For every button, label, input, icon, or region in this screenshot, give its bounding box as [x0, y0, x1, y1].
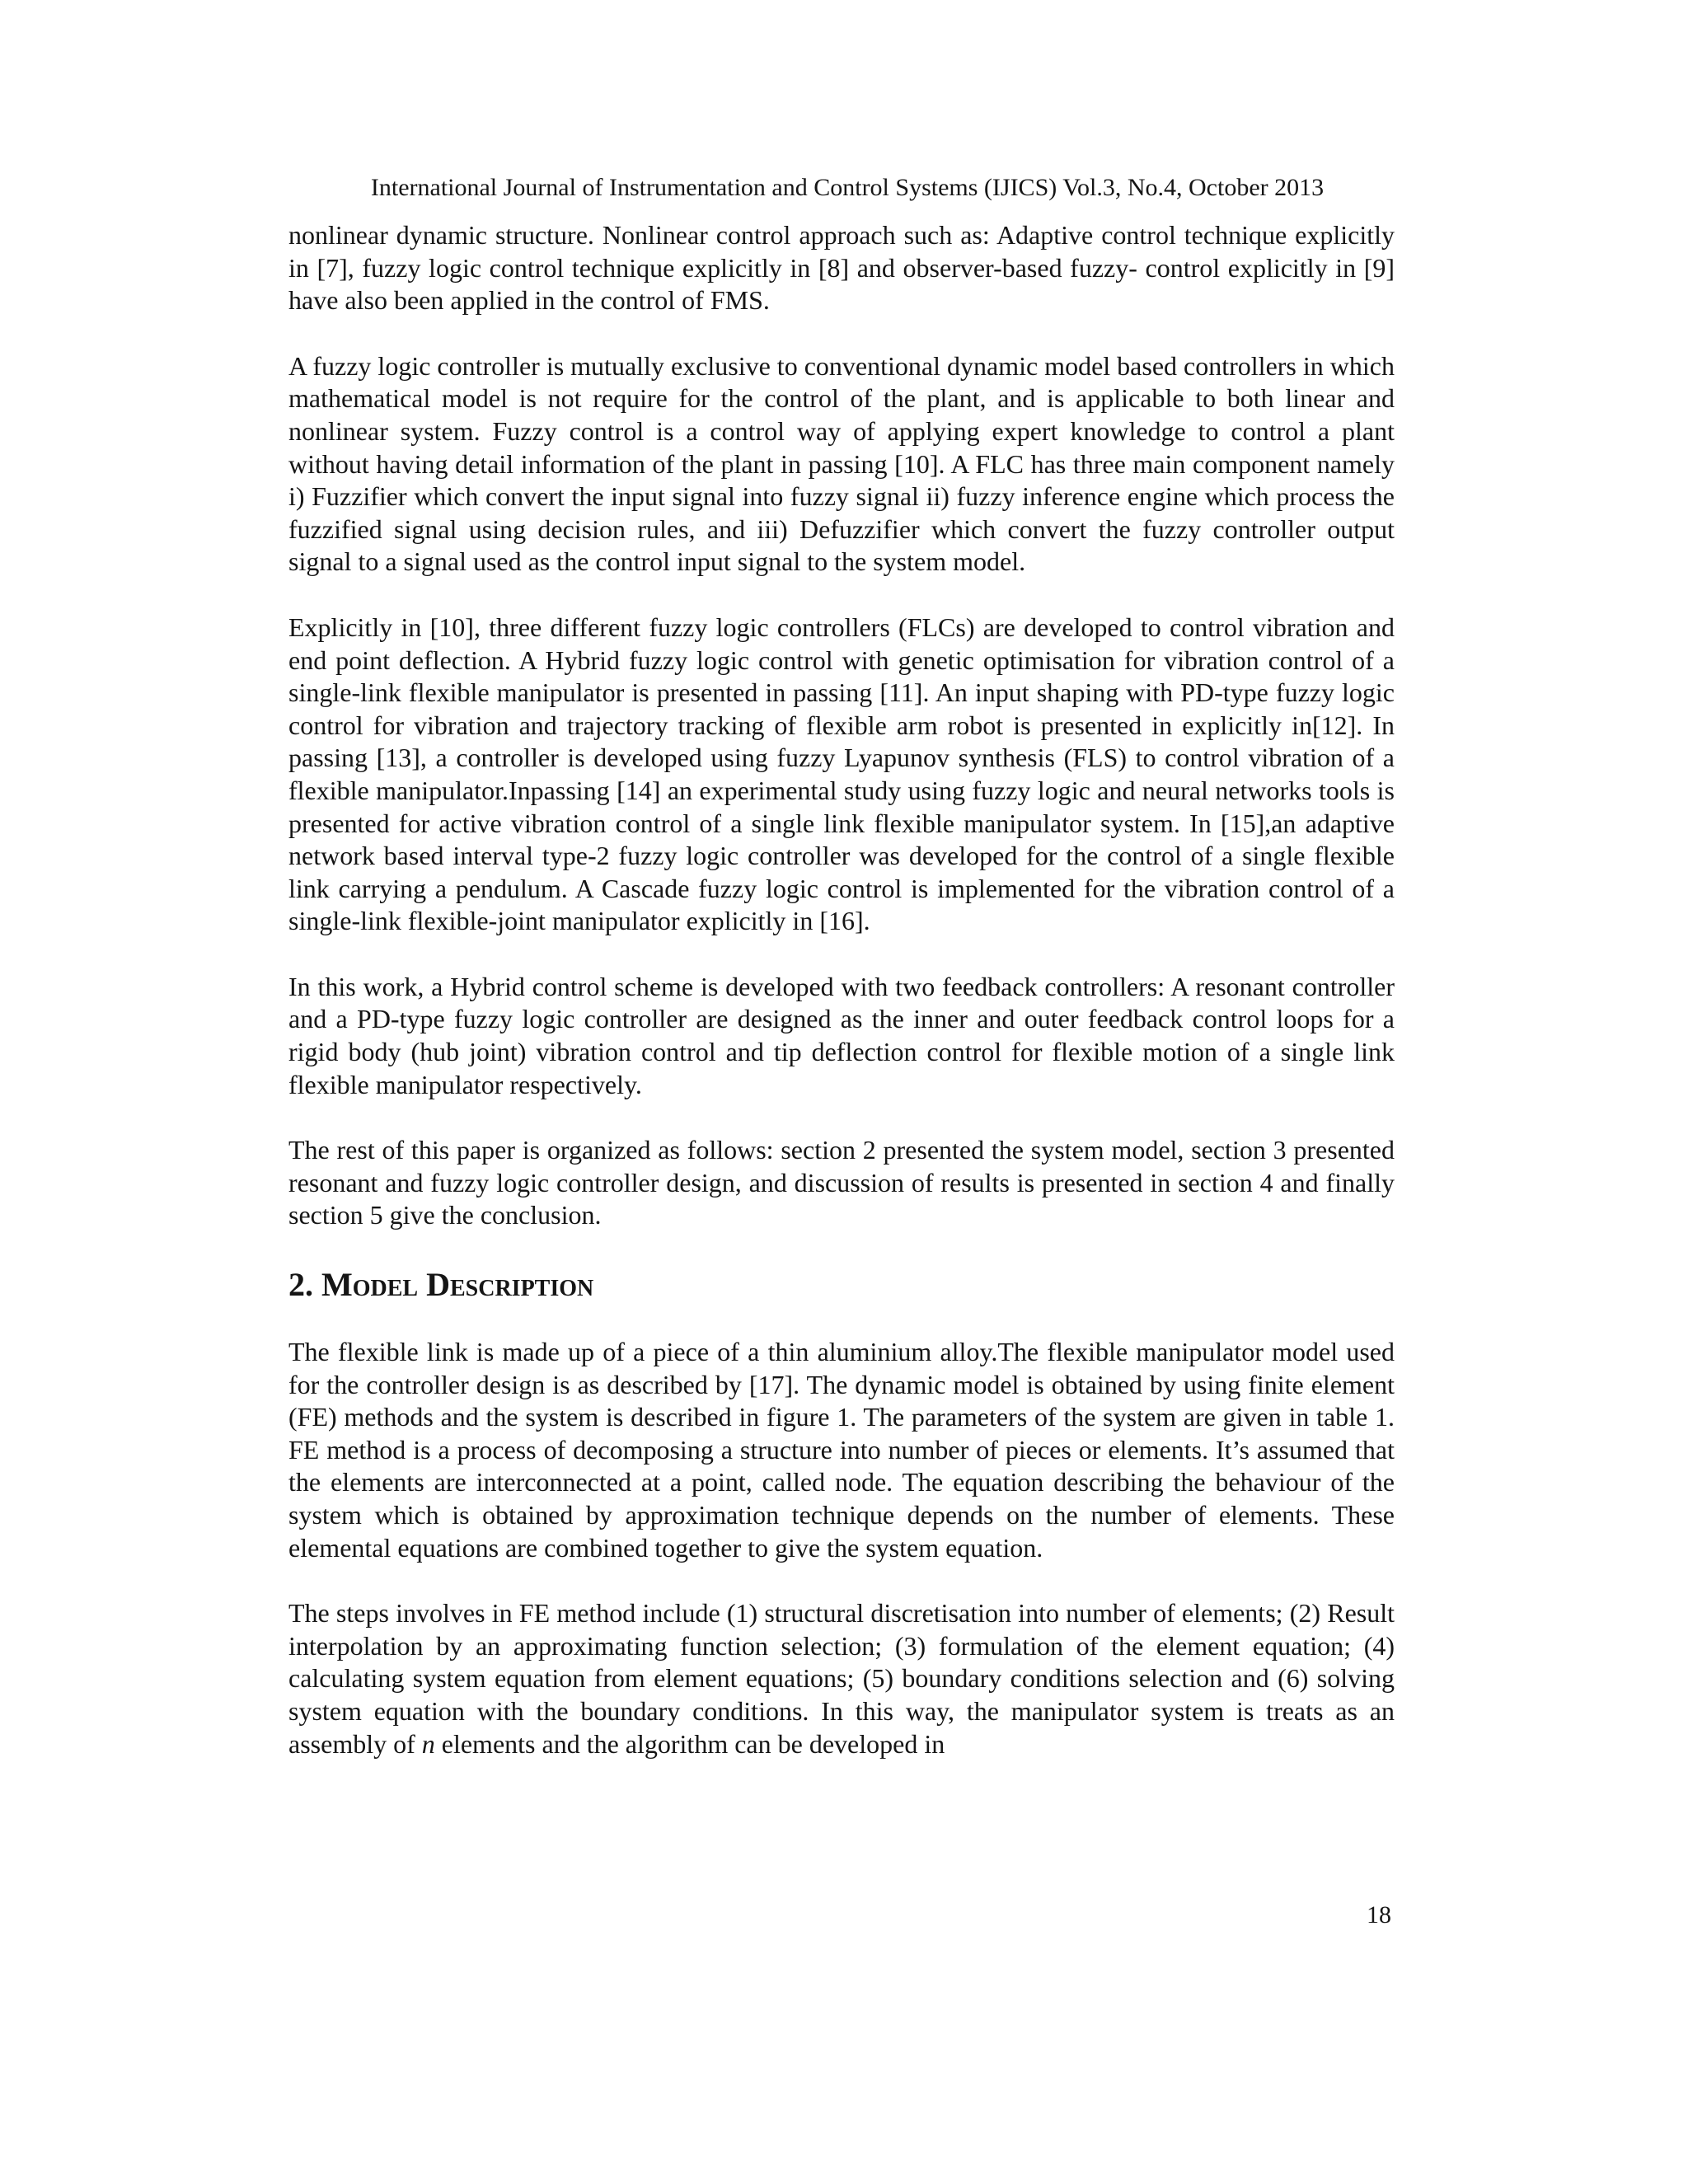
paragraph-this-work: In this work, a Hybrid control scheme is developed with two feedback controllers: A resonant controller and a PD-type fuzzy logic controller are designed as the inner and outer feedback control loops for a rigid body (hub joint) vibration control and tip deflection control for flexible motion of a single link flexible manipulator respectively. [288, 971, 1395, 1099]
fe-steps-text-end: elements and the algorithm can be developed in [434, 1728, 945, 1759]
paragraph-fe-method-steps [288, 1597, 1395, 1760]
page-number: 18 [1367, 1901, 1391, 1929]
paragraph-paper-organization: The rest of this paper is organized as follows: section 2 presented the system model, section 3 presented resonant and fuzzy logic controller design, and discussion of results is presented in section 4 and finally section 5 give the conclusion. [288, 1135, 1395, 1230]
section-number: 2. [288, 1266, 313, 1304]
page-body [288, 219, 1395, 1793]
paragraph-intro-continuation: nonlinear dynamic structure. Nonlinear control approach such as: Adaptive control technique explicitly in [7], fuzzy logic control technique explicitly in [8] and observer-based fuzzy- control explicitly in [9] have also been applied in the control of FMS. [288, 220, 1395, 316]
section-heading-model-description [288, 1265, 1395, 1305]
paragraph-model-description: The flexible link is made up of a piece of a thin aluminium alloy.The flexible manipulator model used for the controller design is as described by [17]. The dynamic model is obtained by using finite element (FE) methods and the system is described in figure 1. The parameters of the system are given in table 1. FE method is a process of decomposing a structure into number of pieces or elements. It’s assumed that the elements are interconnected at a point, called node. The equation describing the behaviour of the system which is obtained by approximation technique depends on the number of elements. These elemental equations are combined together to give the system equation. [288, 1337, 1395, 1563]
paragraph-related-work: Explicitly in [10], three different fuzzy logic controllers (FLCs) are developed to control vibration and end point deflection. A Hybrid fuzzy logic control with genetic optimisation for vibration control of a single-link flexible manipulator is presented in passing [11]. An input shaping with PD-type fuzzy logic control for vibration and trajectory tracking of flexible arm robot is presented in explicitly in[12]. In passing [13], a controller is developed using fuzzy Lyapunov synthesis (FLS) to control vibration of a flexible manipulator.Inpassing [14] an experimental study using fuzzy logic and neural networks tools is presented for active vibration control of a single link flexible manipulator system. In [15],an adaptive network based interval type-2 fuzzy logic controller was developed for the control of a single flexible link carrying a pendulum. A Cascade fuzzy logic control is implemented for the vibration control of a single-link flexible-joint manipulator explicitly in [16]. [288, 612, 1395, 936]
paragraph-fuzzy-logic-controller: A fuzzy logic controller is mutually exclusive to conventional dynamic model based controllers in which mathematical model is not require for the control of the plant, and is applicable to both linear and nonlinear system. Fuzzy control is a control way of applying expert knowledge to control a plant without having detail information of the plant in passing [10]. A FLC has three main component namely i) Fuzzifier which convert the input signal into fuzzy signal ii) fuzzy inference engine which process the fuzzified signal using decision rules, and iii) Defuzzifier which convert the fuzzy controller output signal to a signal used as the control input signal to the system model. [288, 350, 1395, 577]
running-header: International Journal of Instrumentation and Control Systems (IJICS) Vol.3, No.4, October 2013 [370, 174, 1325, 201]
fe-steps-text: The steps involves in FE method include (1) structural discretisation into number of elements; (2) Result interpolation by an approximating function selection; (3) formulation of the element equation; (4) calculating system equation from element equations; (5) boundary conditions selection and (6) solving system equation with the boundary conditions. In this way, the manipulator system is treats as an assembly of [288, 1598, 1395, 1759]
italic-variable-n: n [421, 1728, 435, 1759]
section-title: Model Description [321, 1266, 594, 1304]
